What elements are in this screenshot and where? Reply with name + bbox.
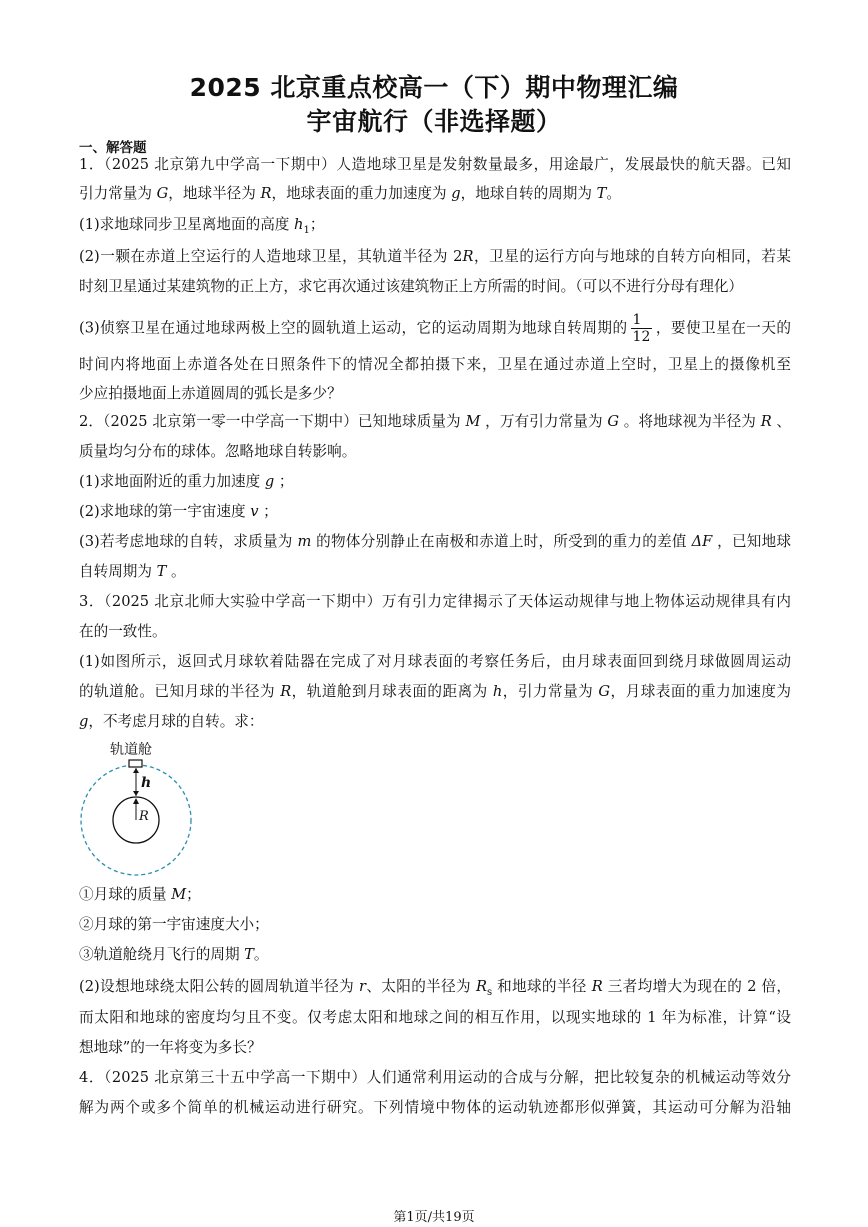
- q1-part-1: (1)求地球同步卫星离地面的高度 $h_1$；: [79, 216, 325, 236]
- q1-part-3-line-3: 少应拍摄地面上赤道圆周的弧长是多少？: [79, 385, 342, 402]
- fraction-one-twelfth: $\frac{1}{12}$: [632, 312, 651, 345]
- q3-sub-2: ②月球的第一宇宙速度大小；: [79, 916, 269, 933]
- q3-part-2-line-1: (2)设想地球绕太阳公转的圆周轨道半径为 r、太阳的半径为 $R_s$ 和地球的半径 R 三者均增大为现在的 2 倍，: [79, 978, 791, 998]
- radius-label: R: [139, 809, 149, 824]
- q3-part-1-line-2: 的轨道舱。已知月球的半径为 R，轨道舱到月球表面的距离为 h，引力常量为 G，月球表面的重力加速度为: [79, 683, 792, 700]
- q1-part-2-line-2: 时刻卫星通过某建筑物的正上方，求它再次通过该建筑物正上方所需的时间。（可以不进行分母有理化）: [79, 278, 744, 295]
- q3-part-1-line-3: g，不考虑月球的自转。求：: [79, 713, 264, 730]
- orbit-module-icon: [129, 760, 142, 767]
- q3-part-2-line-2: 而太阳和地球的密度均匀且不变。仅考虑太阳和地球之间的相互作用，以现实地球的 1 年为标准，计算“设: [79, 1009, 791, 1026]
- q2-line-1: 2．（2025 北京第一零一中学高一下期中）已知地球质量为 M ，万有引力常量为 G 。将地球视为半径为 R 、: [79, 413, 792, 430]
- q2-part-3-line-1: (3)若考虑地球的自转，求质量为 m 的物体分别静止在南极和赤道上时，所受到的重力的差值 ΔF ，已知地球: [79, 533, 792, 550]
- height-arrow-down-icon: [133, 791, 139, 796]
- orbit-diagram: [78, 738, 208, 878]
- q3-part-1-line-1: (1)如图所示，返回式月球软着陆器在完成了对月球表面的考察任务后，由月球表面回到绕月球做圆周运动: [79, 653, 791, 670]
- height-arrow-up-icon: [133, 768, 139, 773]
- radius-arrow-icon: [133, 798, 139, 804]
- q1-line-2: 引力常量为 G，地球半径为 R，地球表面的重力加速度为 g，地球自转的周期为 T。: [79, 185, 621, 202]
- page-number: 第1页/共19页: [393, 1210, 475, 1225]
- q3-sub-1: ①月球的质量 M；: [79, 886, 201, 903]
- q3-part-2-line-3: 想地球”的一年将变为多长？: [79, 1039, 262, 1056]
- orbit-module-label: 轨道舱: [110, 742, 152, 758]
- q1-part-3-line-2: 时间内将地面上赤道各处在日照条件下的情况全都拍摄下来，卫星在通过赤道上空时，卫星上的摄像机至: [79, 356, 791, 373]
- q2-part-2: (2)求地球的第一宇宙速度 v ；: [79, 503, 278, 520]
- q2-line-2: 质量均匀分布的球体。忽略地球自转影响。: [79, 443, 357, 460]
- document-subtitle: 宇宙航行（非选择题）: [306, 107, 562, 136]
- q3-line-2: 在的一致性。: [79, 623, 167, 640]
- q2-part-1: (1)求地面附近的重力加速度 g ；: [79, 473, 294, 490]
- document-title: 2025 北京重点校高一（下）期中物理汇编: [189, 73, 679, 102]
- q3-sub-3: ③轨道舱绕月飞行的周期 T。: [79, 946, 269, 963]
- q2-part-3-line-2: 自转周期为 T 。: [79, 563, 186, 580]
- q4-line-2: 解为两个或多个简单的机械运动进行研究。下列情境中物体的运动轨迹都形似弹簧，其运动可分解为沿轴: [79, 1099, 791, 1116]
- q1-part-2-line-1: (2)一颗在赤道上空运行的人造地球卫星，其轨道半径为 2R，卫星的运行方向与地球的自转方向相同，若某: [79, 248, 791, 265]
- height-label: h: [141, 775, 152, 791]
- q3-line-1: 3．（2025 北京北师大实验中学高一下期中）万有引力定律揭示了天体运动规律与地上物体运动规律具有内: [79, 593, 791, 610]
- q1-line-1: 1．（2025 北京第九中学高一下期中）人造地球卫星是发射数量最多，用途最广，发展最快的航天器。已知: [79, 156, 791, 173]
- q4-line-1: 4．（2025 北京第三十五中学高一下期中）人们通常利用运动的合成与分解，把比较复杂的机械运动等效分: [79, 1069, 791, 1086]
- section-heading: 一、解答题: [79, 140, 147, 156]
- q1-part-3-line-1: (3)侦察卫星在通过地球两极上空的圆轨道上运动，它的运动周期为地球自转周期的 $\frac{1}{12}$ ，要使卫星在一天的: [79, 312, 791, 345]
